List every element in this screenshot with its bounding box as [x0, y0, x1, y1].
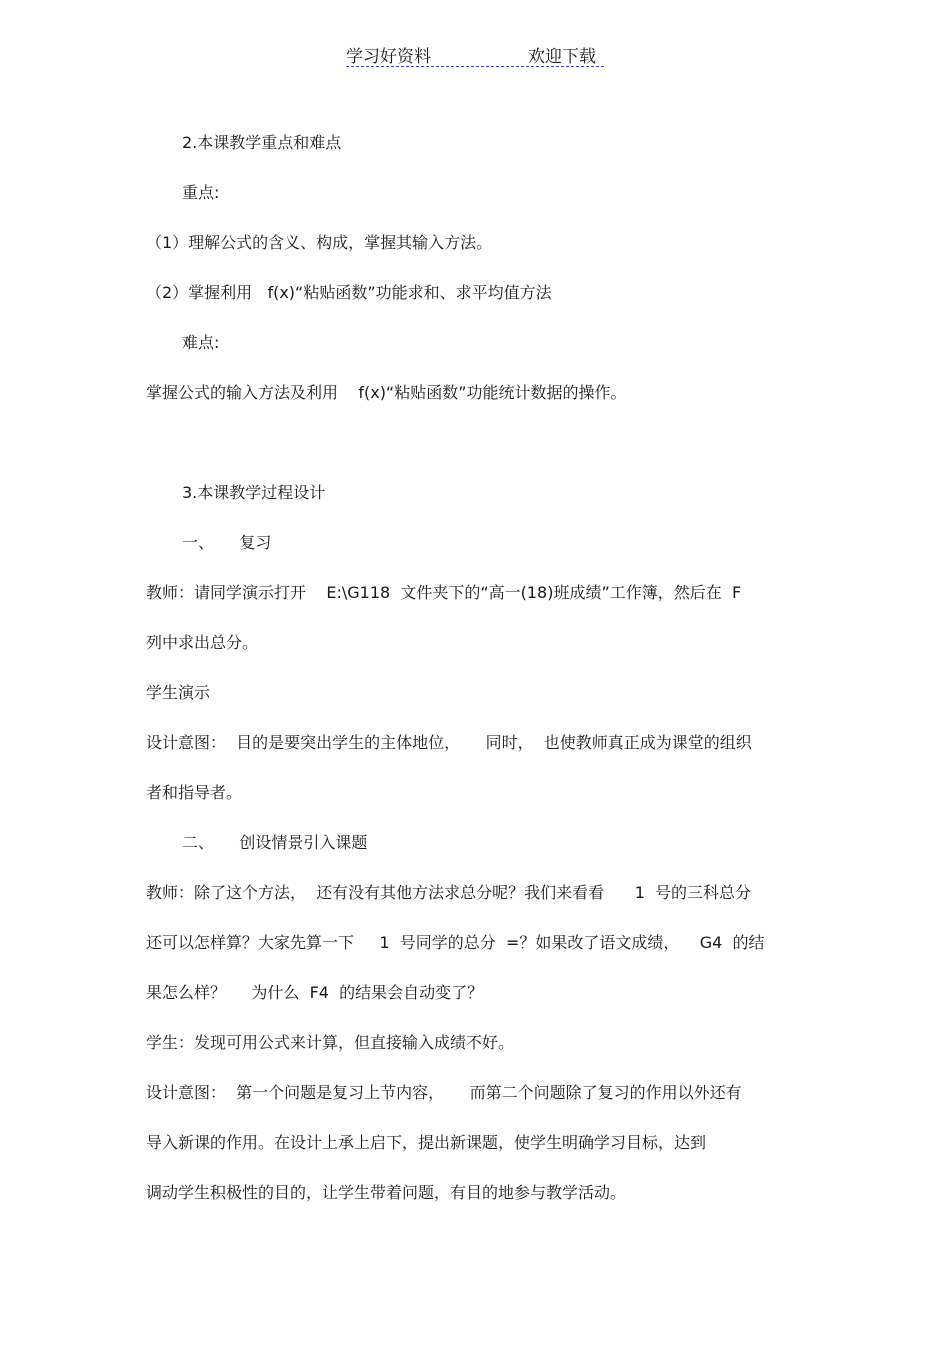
difficulty-text: 掌握公式的输入方法及利用 f(x)“粘贴函数”功能统计数据的操作。 [146, 383, 627, 402]
paragraph-line: 学生：发现可用公式来计算，但直接输入成绩不好。 [146, 1033, 515, 1052]
key-point-2: （2）掌握利用 f(x)“粘贴函数”功能求和、求平均值方法 [146, 283, 552, 302]
section-heading-3: 3.本课教学过程设计 [182, 483, 326, 502]
paragraph-line: 者和指导者。 [146, 783, 243, 802]
paragraph-line: 设计意图： 第一个问题是复习上节内容， 而第二个问题除了复习的作用以外还有 [146, 1083, 742, 1102]
paragraph-line: 教师：请同学演示打开 E:\G118 文件夹下的“高一(18)班成绩”工作簿，然后在 F [146, 583, 742, 602]
page-header [346, 42, 604, 67]
section-heading-2: 2.本课教学重点和难点 [182, 133, 342, 152]
key-point-1: （1）理解公式的含义、构成，掌握其输入方法。 [146, 233, 493, 252]
header-right-text: 欢迎下载 [528, 47, 596, 67]
difficulty-label: 难点: [182, 333, 220, 352]
step-1-heading: 一、 复习 [182, 533, 272, 552]
paragraph-line: 设计意图： 目的是要突出学生的主体地位， 同时， 也使教师真正成为课堂的组织 [146, 733, 752, 752]
paragraph-line: 学生演示 [146, 683, 211, 702]
paragraph-line: 调动学生积极性的目的，让学生带着问题，有目的地参与教学活动。 [146, 1183, 627, 1202]
paragraph-line: 导入新课的作用。在设计上承上启下，提出新课题，使学生明确学习目标，达到 [146, 1133, 707, 1152]
step-2-heading: 二、 创设情景引入课题 [182, 833, 368, 852]
header-left-text: 学习好资料 [346, 47, 431, 67]
paragraph-line: 果怎么样？ 为什么 F4 的结果会自动变了？ [146, 983, 484, 1002]
paragraph-line: 列中求出总分。 [146, 633, 259, 652]
paragraph-line: 教师：除了这个方法， 还有没有其他方法求总分呢？我们来看看 1 号的三科总分 [146, 883, 752, 902]
key-points-label: 重点: [182, 183, 220, 202]
paragraph-line: 还可以怎样算？大家先算一下 1 号同学的总分 =？如果改了语文成绩， G4 的结 [146, 933, 765, 952]
